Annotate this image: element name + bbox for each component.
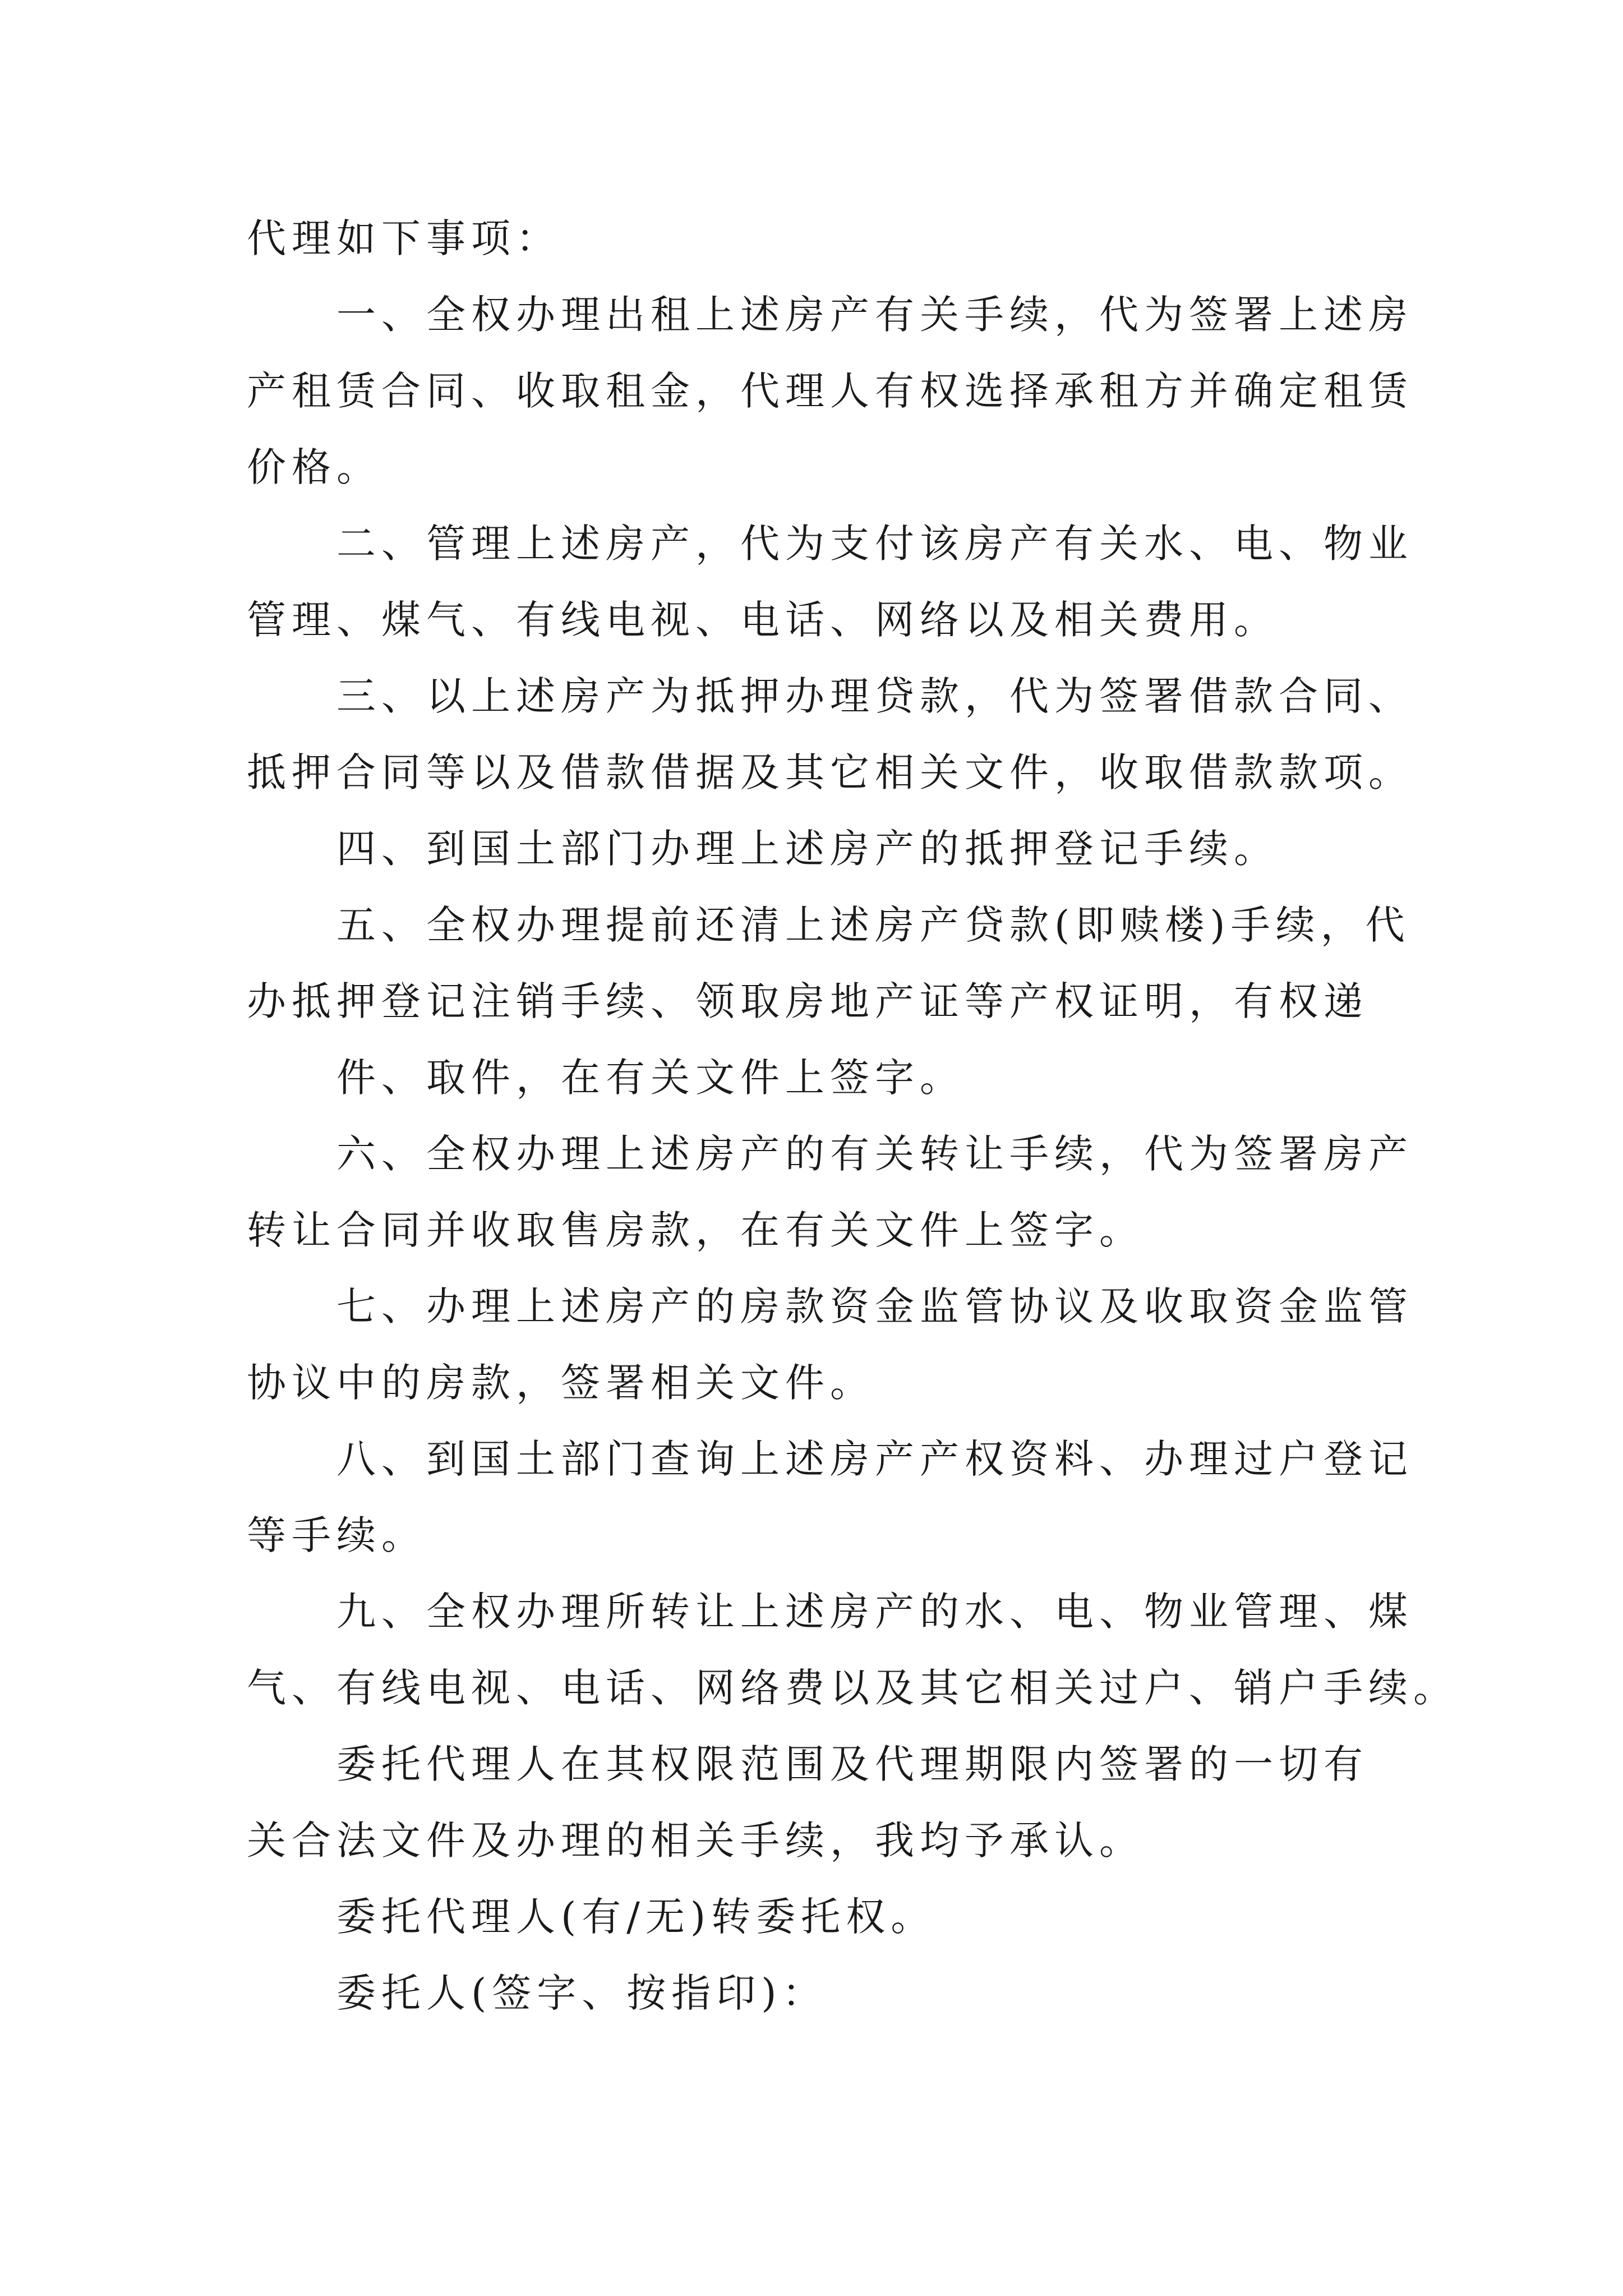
text-line-item9-a: 九、全权办理所转让上述房产的水、电、物业管理、煤: [336, 1589, 1413, 1635]
text-line-item4: 四、到国土部门办理上述房产的抵押登记手续。: [336, 826, 1279, 872]
text-line-item5-a: 五、全权办理提前还清上述房产贷款(即赎楼)手续，代: [336, 902, 1410, 948]
text-line-item5-c: 件、取件，在有关文件上签字。: [336, 1055, 965, 1101]
text-line-acknowledge-a: 委托代理人在其权限范围及代理期限内签署的一切有: [336, 1741, 1368, 1787]
text-line-signature: 委托人(签字、按指印)：: [336, 1970, 827, 2016]
text-line-item1-a: 一、全权办理出租上述房产有关手续，代为签署上述房: [336, 292, 1413, 338]
text-line-item1-c: 价格。: [247, 444, 381, 490]
text-line-item6-b: 转让合同并收取售房款，在有关文件上签字。: [247, 1207, 1144, 1253]
text-line-item6-a: 六、全权办理上述房产的有关转让手续，代为签署房产: [336, 1131, 1413, 1177]
text-line-item7-b: 协议中的房款，签署相关文件。: [247, 1360, 875, 1406]
text-line-acknowledge-b: 关合法文件及办理的相关手续，我均予承认。: [247, 1818, 1144, 1864]
text-line-subdelegation: 委托代理人(有/无)转委托权。: [336, 1894, 936, 1940]
text-line-intro: 代理如下事项：: [247, 215, 561, 261]
text-line-item9-b: 气、有线电视、电话、网络费以及其它相关过户、销户手续。: [247, 1665, 1458, 1711]
text-line-item7-a: 七、办理上述房产的房款资金监管协议及收取资金监管: [336, 1283, 1413, 1329]
text-line-item3-b: 抵押合同等以及借款借据及其它相关文件，收取借款款项。: [247, 749, 1413, 795]
text-line-item8-b: 等手续。: [247, 1512, 426, 1558]
text-line-item2-a: 二、管理上述房产，代为支付该房产有关水、电、物业: [336, 521, 1413, 567]
text-line-item3-a: 三、以上述房产为抵押办理贷款，代为签署借款合同、: [336, 673, 1413, 719]
text-line-item1-b: 产租赁合同、收取租金，代理人有权选择承租方并确定租赁: [247, 368, 1413, 414]
text-line-item2-b: 管理、煤气、有线电视、电话、网络以及相关费用。: [247, 597, 1279, 643]
text-line-item5-b: 办抵押登记注销手续、领取房地产证等产权证明，有权递: [247, 978, 1368, 1024]
text-line-item8-a: 八、到国土部门查询上述房产产权资料、办理过户登记: [336, 1436, 1413, 1482]
